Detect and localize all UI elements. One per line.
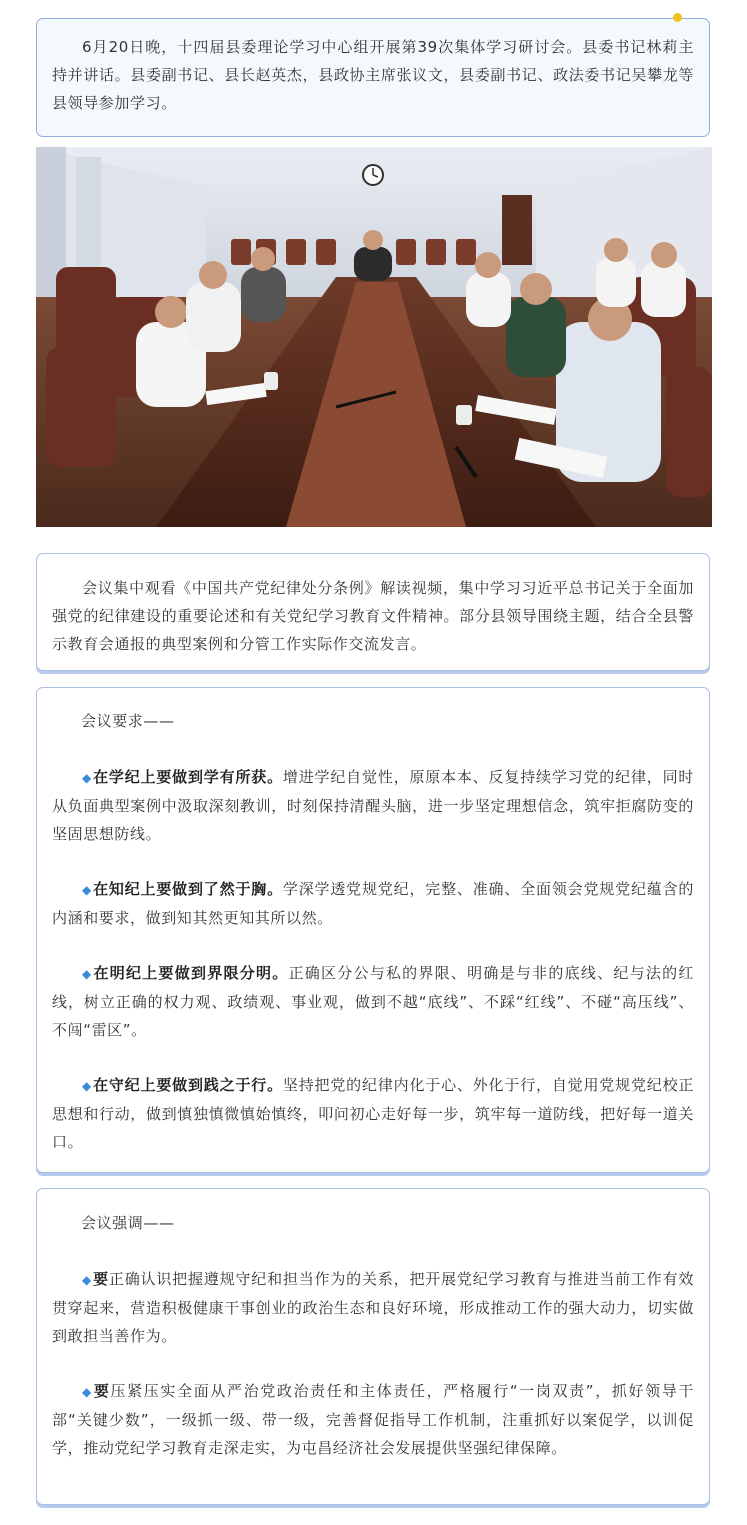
diamond-bullet-icon: ◆ [82, 883, 93, 897]
requirement-item-1: ◆在学纪上要做到学有所获。增进学纪自觉性，原原本本、反复持续学习党的纪律，同时从负面典型案例中汲取深刻教训，时刻保持清醒头脑，进一步坚定理想信念，筑牢拒腐防变的坚固思想防线。 [52, 768, 694, 843]
emphasis-item-2: ◆要压紧压实全面从严治党政治责任和主体责任，严格履行“一岗双责”，抓好领导干部“关键少数”，一级抓一级、带一级，完善督促指导工作机制，注重抓好以案促学，以训促学，推动党纪学习教育走深走实，为屯昌经济社会发展提供坚强纪律保障。 [52, 1382, 694, 1457]
meeting-photo [36, 147, 712, 527]
requirements-card [36, 687, 710, 1173]
diamond-bullet-icon: ◆ [82, 967, 93, 981]
diamond-bullet-icon: ◆ [82, 1273, 93, 1287]
requirement-item-3: ◆在明纪上要做到界限分明。正确区分公与私的界限、明确是与非的底线、纪与法的红线，树立正确的权力观、政绩观、事业观，做到不越“底线”、不踩“红线”、不碰“高压线”、不闯“雷区”。 [52, 964, 694, 1039]
requirements-heading: 会议要求—— [81, 712, 175, 730]
decorative-dot [673, 13, 682, 22]
requirement-item-2: ◆在知纪上要做到了然于胸。学深学透党规党纪，完整、准确、全面领会党规党纪蕴含的内涵和要求，做到知其然更知其所以然。 [52, 880, 694, 927]
emphasis-item-1: ◆要正确认识把握遵规守纪和担当作为的关系，把开展党纪学习教育与推进当前工作有效贯穿起来，营造积极健康干事创业的政治生态和良好环境，形成推动工作的强大动力，切实做到敢担当善作为。 [52, 1270, 694, 1345]
intro-paragraph: 6月20日晚，十四届县委理论学习中心组开展第39次集体学习研讨会。县委书记林莉主持并讲话。县委副书记、县长赵英杰，县政协主席张议文，县委副书记、政法委书记吴攀龙等县领导参加学习。 [52, 38, 694, 112]
study-content-paragraph: 会议集中观看《中国共产党纪律处分条例》解读视频，集中学习习近平总书记关于全面加强党的纪律建设的重要论述和有关党纪学习教育文件精神。部分县领导围绕主题，结合全县警示教育会通报的典型案例和分管工作实际作交流发言。 [52, 579, 694, 653]
study-content-card [36, 553, 710, 671]
diamond-bullet-icon: ◆ [82, 771, 93, 785]
diamond-bullet-icon: ◆ [82, 1385, 93, 1399]
emphasis-heading: 会议强调—— [81, 1214, 175, 1232]
emphasis-card [36, 1188, 710, 1505]
intro-card [36, 18, 710, 137]
meeting-room-illustration [36, 147, 712, 527]
requirement-item-4: ◆在守纪上要做到践之于行。坚持把党的纪律内化于心、外化于行，自觉用党规党纪校正思想和行动，做到慎独慎微慎始慎终，叩问初心走好每一步，筑牢每一道防线，把好每一道关口。 [52, 1076, 694, 1151]
diamond-bullet-icon: ◆ [82, 1079, 93, 1093]
